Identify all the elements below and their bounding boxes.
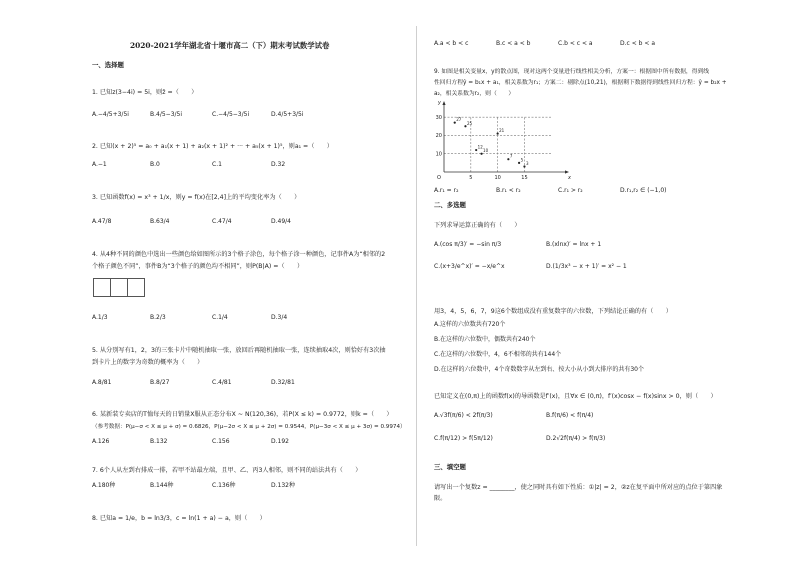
q7-option-b: B.144种 [150, 482, 174, 489]
q7-option-d: D.132种 [271, 482, 295, 489]
q4-option-c: C.1/4 [212, 314, 228, 321]
question-12: 已知定义在(0,π)上的函数f(x)的导函数是f′(x)，且∀x ∈ (0,π)，f′(x)cosx − f(x)sinx > 0，则（ ） [434, 393, 717, 400]
q5-option-c: C.4/81 [212, 379, 232, 386]
q2-option-a: A.−1 [92, 161, 107, 168]
question-6-line-1: 6. 某新装专卖店的T恤每天的日销量X服从正态分布X ~ N(120,36)，若P(X ≤ k) = 0.9772，则k =（ ） [92, 411, 393, 418]
grid-cell [110, 278, 128, 297]
q6-option-a: A.126 [92, 438, 110, 445]
q7-option-c: C.136种 [212, 482, 236, 489]
q5-option-a: A.8/81 [92, 379, 112, 386]
x-axis-label: x [568, 175, 571, 181]
q6-option-d: D.192 [271, 438, 289, 445]
column-divider [416, 26, 417, 546]
q5-option-d: D.32/81 [271, 379, 295, 386]
q2-option-c: C.1 [212, 161, 222, 168]
q3-option-c: C.47/4 [212, 218, 232, 225]
q1-option-c: C.−4/5−3/5i [212, 111, 250, 118]
x-axis-arrow [565, 170, 569, 173]
data-label: 10 [483, 148, 489, 154]
x-tick-label: 10 [494, 175, 501, 181]
grid-cell [93, 278, 111, 297]
q3-option-d: D.49/4 [271, 218, 292, 225]
q4-option-d: D.3/4 [271, 314, 288, 321]
y-axis-label: y [438, 100, 441, 106]
data-label: 25 [466, 120, 473, 126]
question-7: 7. 6个人从左到右排成一排，若甲不站最左端，且甲、乙、丙3人相邻，则不同的站法共有（ ） [92, 467, 362, 474]
q4-option-a: A.1/3 [92, 314, 108, 321]
question-4-line-2: 个格子颜色不同”，事件B为“3个格子的颜色均不相同”，则P(B|A) =（ ） [92, 263, 304, 270]
exam-title: 2020-2021学年湖北省十堰市高二（下）期末考试数学试卷 [130, 41, 330, 50]
q11-option-c: C.在这样的六位数中，4，6不相邻的共有144个 [434, 351, 562, 358]
data-label: 27 [456, 117, 462, 123]
question-8: 8. 已知a = 1/e，b = ln3/3，c = ln(1 + a) − a，则（ ） [92, 515, 266, 522]
question-10: 下列求导运算正确的有（ ） [434, 222, 521, 229]
section-heading-choice: 一、选择题 [92, 61, 124, 69]
q10-option-a: A.(cos π/3)′ = −sin π/3 [434, 241, 502, 248]
q12-option-d: D.2√2f(π/4) > f(π/3) [546, 435, 606, 442]
data-label: 21 [499, 128, 505, 134]
q11-option-d: D.在这样的六位数中，4个奇数数字从左到右、按大小从小到大排序的共有30个 [434, 366, 644, 373]
q12-option-c: C.f(π/12) > f(5π/12) [434, 435, 493, 442]
q9-option-b: B.r₁ < r₂ [496, 187, 521, 194]
q2-option-b: B.0 [150, 161, 160, 168]
q9-option-d: D.r₁,r₂ ∈ (−1,0) [620, 187, 667, 194]
question-3: 3. 已知函数f(x) = x³ + 1/x，则y = f(x)在[2,4]上的平均变化率为（ ） [92, 194, 301, 201]
q6-option-b: B.132 [150, 438, 168, 445]
x-tick-label: 5 [469, 175, 473, 181]
q5-option-b: B.8/27 [150, 379, 170, 386]
data-label: 5 [520, 157, 524, 163]
q1-option-b: B.4/5−3/5i [150, 111, 183, 118]
q10-option-b: B.(xlnx)′ = lnx + 1 [546, 241, 602, 248]
q11-option-a: A.这样的六位数共有720个 [434, 321, 506, 328]
grid-cell [127, 278, 145, 297]
y-tick-label: 10 [435, 151, 442, 158]
question-11: 用3，4，5，6，7，9这6个数组成没有重复数字的六位数，下列结论正确的有（ ） [434, 308, 672, 315]
q8-option-c: C.b < c < a [558, 40, 593, 47]
q8-option-a: A.a < b < c [434, 40, 469, 47]
q8-option-b: B.c < a < b [496, 40, 531, 47]
y-tick-label: 30 [435, 114, 442, 121]
question-13-line-2: 限。 [434, 495, 447, 502]
q7-option-a: A.180种 [92, 482, 116, 489]
origin-label: O [437, 175, 441, 181]
q12-option-a: A.√3f(π/6) < 2f(π/3) [434, 412, 493, 419]
q3-option-b: B.63/4 [150, 218, 170, 225]
y-axis-arrow [442, 101, 445, 105]
color-grid-figure [93, 278, 144, 301]
q10-option-c: C.(x+3/e^x)′ = −x/e^x [434, 263, 505, 270]
question-6-line-2: （参考数据：P(μ−σ < X ≤ μ + σ) = 0.6826，P(μ−2σ < X ≤ μ + 2σ) = 0.9544，P(μ−3σ < X ≤ μ + 3σ) = 0.9974） [92, 424, 406, 430]
q12-option-b: B.f(π/6) < f(π/4) [546, 412, 594, 419]
question-13-line-1: 请写出一个复数z = ________，使之同时具有如下性质：①|z| = 2，②z在复平面中所对应的点位于第四象 [434, 484, 723, 491]
question-5-line-1: 5. 从分别写有1，2，3的三张卡片中随机抽取一张，放回后再随机抽取一张，连续抽取4次，则恰好有3次抽 [92, 347, 386, 354]
question-2: 2. 已知(x + 2)⁵ = a₀ + a₁(x + 1) + a₂(x + 1)² + ··· + a₅(x + 1)⁵，则a₁ =（ ） [92, 143, 333, 150]
q1-option-d: D.4/5+3/5i [271, 111, 304, 118]
section-heading-multi: 二、多选题 [434, 201, 466, 209]
data-label: 3 [525, 161, 529, 167]
question-9-line-2: 性回归方程ŷ = b₁x + a₁，相关系数为r₁；方案二：剔除点(10,21)，根据剩下数据得到线性回归方程：ŷ = b₂x + [434, 80, 727, 86]
section-heading-fill: 三、填空题 [434, 463, 466, 471]
x-tick-label: 15 [521, 175, 528, 181]
data-label: 12 [477, 144, 483, 150]
q4-option-b: B.2/3 [150, 314, 166, 321]
question-1: 1. 已知z(3−4i) = 5i，则z̄ =（ ） [92, 89, 198, 96]
q2-option-d: D.32 [271, 161, 286, 168]
q3-option-a: A.47/8 [92, 218, 112, 225]
q1-option-a: A.−4/5+3/5i [92, 111, 129, 118]
q11-option-b: B.在这样的六位数中，偶数共有240个 [434, 336, 536, 343]
data-label: 7 [509, 153, 513, 159]
question-9-line-1: 9. 如图是相关变量x，y的散点图，现对这两个变量进行线性相关分析，方案一：根据图中所有数据，得到线 [434, 69, 710, 75]
question-5-line-2: 到卡片上的数字为奇数的概率为（ ） [92, 359, 204, 366]
y-tick-label: 20 [435, 133, 442, 140]
scatter-plot [430, 100, 570, 180]
question-4-line-1: 4. 从4种不同的颜色中选出一些颜色给如图所示的3个格子涂色，每个格子涂一种颜色，记事件A为“相邻的2 [92, 251, 386, 258]
q9-option-a: A.r₁ = r₂ [434, 187, 459, 194]
question-9-line-3: a₂，相关系数为r₂，则（ ） [434, 91, 515, 97]
q6-option-c: C.156 [212, 438, 230, 445]
q9-option-c: C.r₁ > r₂ [558, 187, 583, 194]
q8-option-d: D.c < b < a [620, 40, 655, 47]
q10-option-d: D.(1/3x³ − x + 1)′ = x² − 1 [546, 263, 627, 270]
